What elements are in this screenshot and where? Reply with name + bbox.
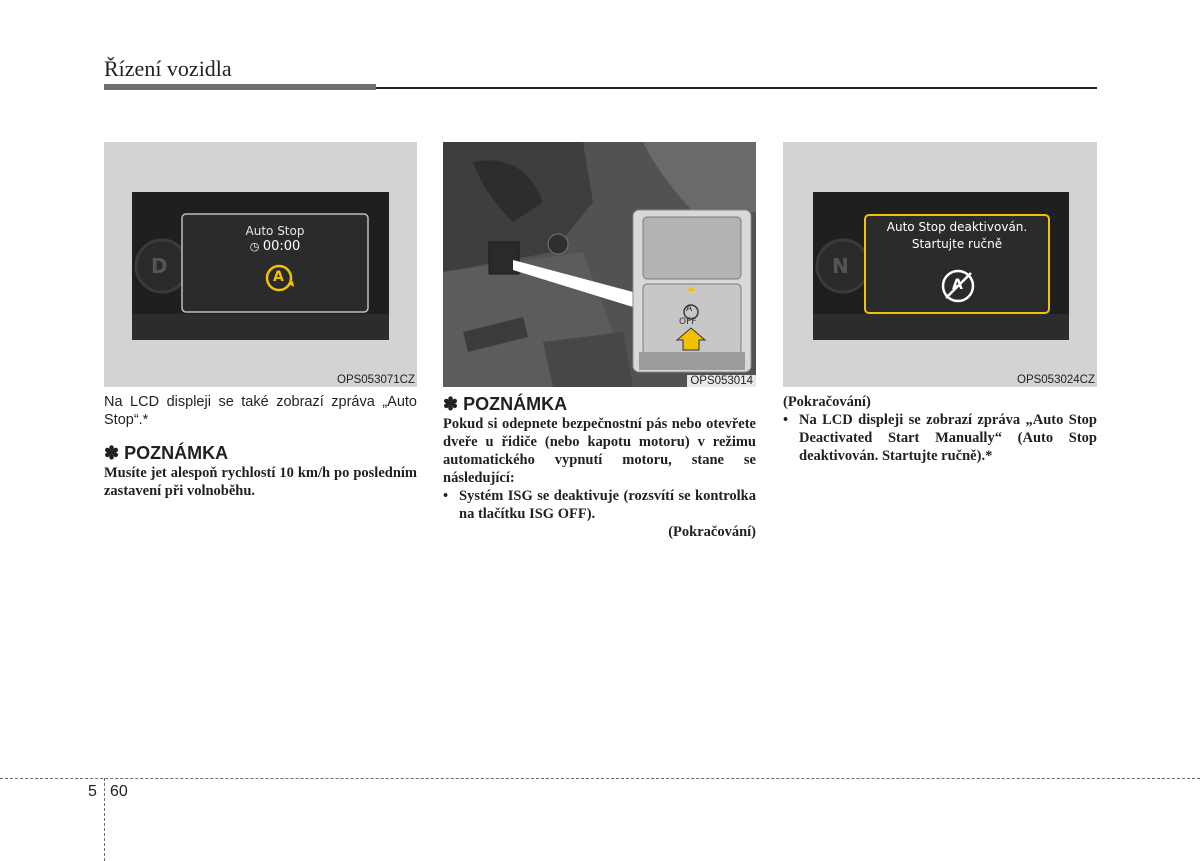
figure-3-code: OPS053024CZ: [1017, 374, 1095, 386]
figure-1-auto-stop-letter: A: [273, 269, 284, 285]
figure-3-gauge-letter: N: [832, 254, 849, 278]
figure-1-display-line1: Auto Stop: [245, 224, 305, 238]
figure-auto-stop-display: [104, 142, 417, 387]
figure-1-gauge-letter: D: [151, 254, 168, 278]
clock-icon: ◷: [249, 240, 263, 253]
column-1-note-text: Musíte jet alespoň rychlostí 10 km/h po posledním zastavení při volnoběhu.: [104, 465, 417, 499]
column-3-continued: (Pokračování): [783, 394, 871, 410]
column-2-note-text: Pokud si odepnete bezpečnostní pás nebo otevřete dveře u řidiče (nebo kapotu motoru) v režimu automatického vypnutí motoru, stane se následující:: [443, 416, 756, 486]
page-number: 60: [110, 783, 128, 800]
figure-3-display-line1: Auto Stop deaktivován.: [886, 220, 1028, 234]
page-header-title: Řízení vozidla: [104, 56, 232, 81]
figure-1-code: OPS053071CZ: [337, 374, 415, 386]
dashboard-illustration: [443, 142, 756, 387]
column-1-note-heading: ✽ POZNÁMKA: [104, 443, 229, 463]
footer-vertical-rule: [104, 778, 105, 861]
column-2-bullet: [443, 487, 756, 523]
column-2: [443, 393, 756, 541]
figure-1-display-line2: 00:00: [262, 239, 301, 254]
bullet-mark: •: [783, 412, 789, 428]
figure-2-code: OPS053014: [687, 375, 756, 387]
bullet-mark: •: [443, 488, 449, 504]
figure-2-button-a: A: [686, 304, 693, 314]
column-2-bullet-text: Systém ISG se deaktivuje (rozsvítí se kontrolka na tlačítku ISG OFF).: [459, 488, 756, 522]
footer-rule: [0, 778, 1200, 779]
column-3: [783, 393, 1097, 465]
figure-3-display-line2: Startujte ručně: [911, 237, 1003, 251]
column-3-bullet: [783, 411, 1097, 465]
header-rule-thin: [376, 87, 1097, 89]
figure-3-auto-stop-letter: A: [952, 277, 963, 293]
column-2-continued: (Pokračování): [668, 524, 756, 540]
figure-isg-off-button: [443, 142, 756, 387]
column-3-bullet-text: Na LCD displeji se zobrazí zpráva „Auto Stop Deactivated Start Manually“ (Auto Stop deaktivován. Startujte ručně).*: [799, 412, 1097, 464]
cluster-illustration-2: [783, 142, 1097, 387]
header-rule-thick: [104, 84, 376, 90]
column-1: [104, 393, 417, 500]
figure-1-timer: [182, 239, 368, 254]
chapter-number: 5: [88, 783, 97, 800]
figure-2-button-label: OFF: [679, 317, 697, 327]
column-2-note-heading: ✽ POZNÁMKA: [443, 394, 568, 414]
column-1-intro: Na LCD displeji se také zobrazí zpráva „Auto Stop“.*: [104, 394, 417, 428]
figure-auto-stop-deactivated-display: [783, 142, 1097, 387]
